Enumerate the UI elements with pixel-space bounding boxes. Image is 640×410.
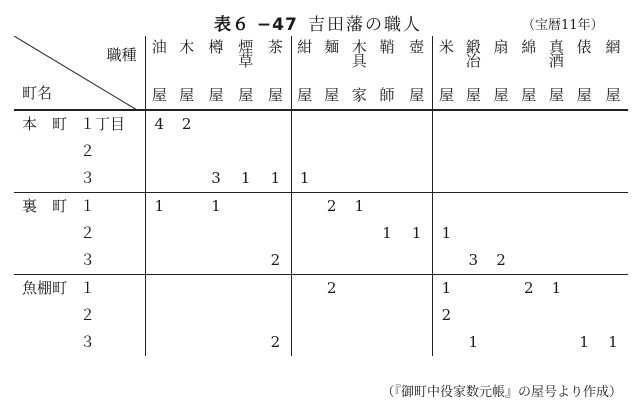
row-label [14,302,145,329]
corner-cell [14,36,145,110]
count-cell [459,165,487,193]
chome-number: ２ [80,142,96,160]
chome-number: ３ [80,251,96,269]
count-cell [515,220,543,247]
count-cell [291,110,318,138]
count-cell: 1 [579,333,589,351]
count-cell [231,193,260,221]
count-cell [598,247,628,275]
occupation-label: 職種 [106,46,137,64]
count-cell [373,329,401,356]
table-row [14,247,628,275]
row-label [14,110,145,138]
count-cell [433,247,460,275]
count-cell [433,165,460,193]
count-cell [231,138,260,165]
count-cell [373,193,401,221]
count-cell [291,275,318,303]
header-row [14,36,628,110]
count-cell [515,165,543,193]
count-cell [345,138,373,165]
column-header: 煙草 屋 [238,38,254,104]
count-cell [318,302,346,329]
count-cell [487,165,515,193]
source-note: （『御町中役家数元帳』の屋号より作成） [381,385,622,400]
count-cell [231,302,260,329]
count-cell [543,247,571,275]
count-cell [515,247,543,275]
count-cell [260,193,291,221]
column-header: 網 屋 [605,38,621,104]
count-cell [487,275,515,303]
count-cell: 2 [318,275,346,303]
count-cell [515,110,543,138]
count-cell [487,220,515,247]
row-label [14,165,145,193]
count-cell [173,329,201,356]
count-cell [345,302,373,329]
count-cell [515,193,543,221]
count-cell [173,193,201,221]
table-row [14,275,628,303]
count-cell [401,110,433,138]
count-cell [201,247,232,275]
count-cell [401,193,433,221]
town-name: 本 町 [22,115,68,133]
count-cell [145,329,173,356]
count-cell [260,220,291,247]
chome-number: ３ [80,333,96,351]
count-cell [173,138,201,165]
count-cell: 1 [382,224,392,242]
count-cell [260,110,291,138]
count-cell [318,329,346,356]
count-cell [570,110,598,138]
column-header: 紺 屋 [297,38,313,104]
count-cell [459,275,487,303]
column-header: 扇 屋 [493,38,509,104]
count-cell [570,302,598,329]
table-body [14,110,628,356]
count-cell [373,302,401,329]
count-cell [173,165,201,193]
count-cell [459,110,487,138]
count-cell [201,275,232,303]
count-cell: 1 [260,165,291,193]
count-cell: 1 [299,169,310,187]
count-cell: 3 [211,169,221,187]
column-header: 壺 屋 [401,36,433,110]
row-label [14,275,145,303]
count-cell: 2 [260,329,291,356]
count-cell [291,193,318,221]
count-cell [570,220,598,247]
count-cell [231,329,260,356]
count-cell [291,138,318,165]
count-cell [345,220,373,247]
count-cell [543,302,571,329]
count-cell [231,275,260,303]
column-header: 鞘 師 [379,38,395,104]
count-cell [543,165,571,193]
table-row [14,220,628,247]
count-cell [145,165,173,193]
count-cell [543,110,571,138]
count-cell [543,329,571,356]
count-cell [373,247,401,275]
count-cell [570,138,598,165]
count-cell [401,138,433,165]
count-cell [345,247,373,275]
count-cell [401,247,433,275]
count-cell [318,165,346,193]
count-cell [201,138,232,165]
count-cell [231,110,260,138]
count-cell [291,220,318,247]
count-cell [260,138,291,165]
column-header: 綿 屋 [521,38,537,104]
count-cell [487,329,515,356]
count-cell: 2 [318,193,346,221]
count-cell [543,193,571,221]
count-cell: 1 [608,333,618,351]
chome-number: ３ [80,169,96,187]
count-cell [145,275,173,303]
table-title: 吉田藩の職人 [308,15,422,35]
count-cell [373,275,401,303]
count-cell [173,247,201,275]
craftsmen-table [14,36,628,356]
count-cell [201,220,232,247]
count-cell [145,220,173,247]
count-cell [260,302,291,329]
column-header: 鍛冶 屋 [465,38,481,104]
count-cell: 4 [145,110,173,138]
column-header: 茶 屋 [260,36,291,110]
count-cell: 1 [468,333,479,351]
column-header: 木 屋 [179,38,195,104]
count-cell [345,165,373,193]
count-cell: 1 [201,193,232,221]
chome-number: ２ [80,224,96,242]
count-cell [459,302,487,329]
count-cell [459,138,487,165]
count-cell: 1 [345,193,373,221]
era-note: （宝暦11年） [522,18,604,33]
table-row [14,302,628,329]
count-cell [401,302,433,329]
column-header: 木具 家 [351,38,367,104]
table-number: 表６ −47 [214,15,298,35]
count-cell [570,275,598,303]
count-cell [570,165,598,193]
chome-number: １ [80,197,96,215]
count-cell [487,110,515,138]
count-cell [515,302,543,329]
count-cell [433,110,460,138]
count-cell [201,110,232,138]
chome-number: １ [80,279,96,297]
count-cell [173,220,201,247]
count-cell: 1 [145,193,173,221]
count-cell [459,220,487,247]
count-cell [598,138,628,165]
count-cell [570,193,598,221]
count-cell [318,138,346,165]
count-cell [318,247,346,275]
count-cell [373,110,401,138]
count-cell: 1 [441,224,452,242]
count-cell: 1 [543,275,571,303]
row-label [14,329,145,356]
count-cell [459,193,487,221]
count-cell [373,138,401,165]
count-cell [598,220,628,247]
chome-number: １丁目 [80,115,126,133]
column-header: 油 屋 [151,38,167,104]
count-cell [291,247,318,275]
count-cell [231,247,260,275]
count-cell [345,275,373,303]
table-row [14,110,628,138]
count-cell [487,302,515,329]
count-cell [318,110,346,138]
count-cell: 2 [441,306,452,324]
count-cell [291,329,318,356]
count-cell [401,275,433,303]
table-row [14,165,628,193]
column-header: 真酒 屋 [548,38,564,104]
count-cell [260,275,291,303]
row-label [14,193,145,221]
table-row [14,193,628,221]
count-cell [543,138,571,165]
count-cell [570,247,598,275]
count-cell [231,220,260,247]
row-label [14,220,145,247]
count-cell: 3 [468,251,479,269]
count-cell [515,138,543,165]
count-cell [543,220,571,247]
chome-number: ２ [80,306,96,324]
count-cell [173,302,201,329]
count-cell [598,193,628,221]
count-cell [145,138,173,165]
count-cell [318,220,346,247]
count-cell [401,329,433,356]
count-cell [201,329,232,356]
town-label: 町名 [22,84,53,102]
count-cell [173,275,201,303]
count-cell [201,302,232,329]
count-cell [433,329,460,356]
count-cell: 1 [433,275,460,303]
count-cell [598,302,628,329]
count-cell [145,302,173,329]
table-row [14,329,628,356]
column-header: 米 屋 [438,38,454,104]
count-cell: 2 [496,251,506,269]
count-cell [433,138,460,165]
count-cell: 1 [241,169,251,187]
count-cell [345,329,373,356]
count-cell [598,165,628,193]
count-cell [487,138,515,165]
count-cell: 1 [401,220,433,247]
count-cell [291,302,318,329]
table-row [14,138,628,165]
count-cell [373,165,401,193]
count-cell: 2 [260,247,291,275]
column-header: 麺 屋 [324,38,340,104]
column-header: 樽 屋 [208,38,224,104]
title-row [0,0,640,36]
count-cell [598,275,628,303]
count-cell [345,110,373,138]
row-label [14,247,145,275]
column-header: 俵 屋 [576,38,592,104]
count-cell [598,110,628,138]
count-cell: 2 [515,275,543,303]
town-name: 裏 町 [22,197,68,215]
town-name: 魚棚町 [22,279,68,297]
count-cell [487,193,515,221]
count-cell: 2 [173,110,201,138]
row-label [14,138,145,165]
count-cell [145,247,173,275]
count-cell [433,193,460,221]
count-cell [401,165,433,193]
count-cell [515,329,543,356]
